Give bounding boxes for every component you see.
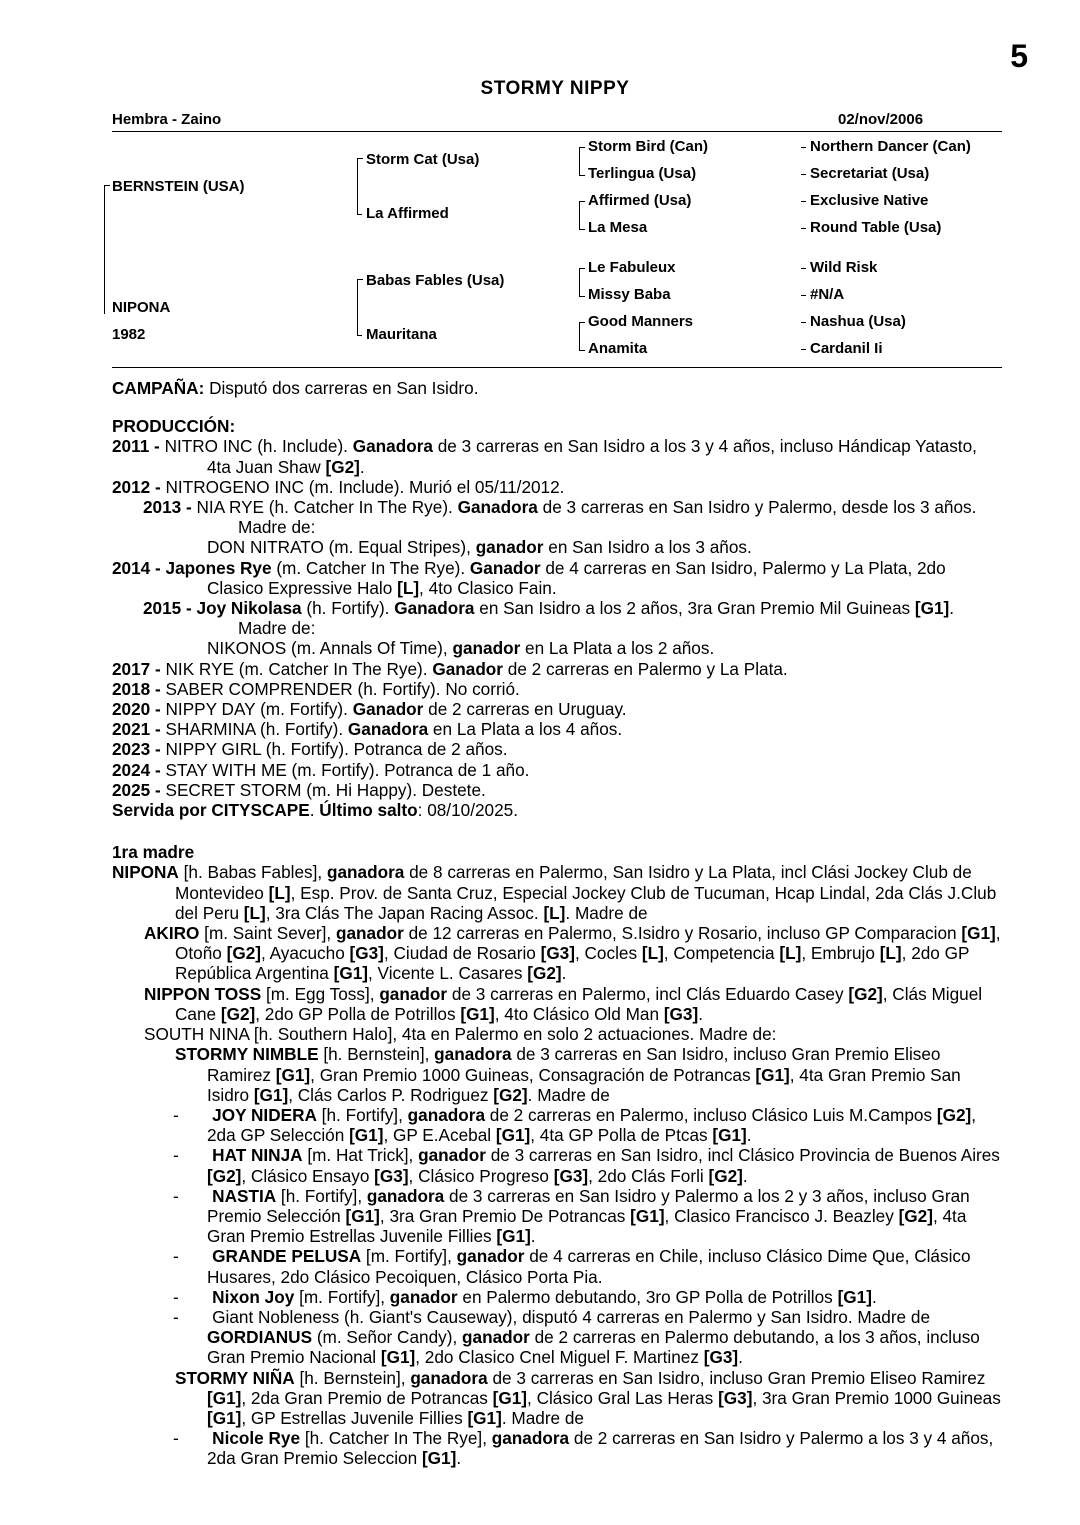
- campaign-line: CAMPAÑA: Disputó dos carreras en San Isidro.: [112, 378, 479, 398]
- offspring-nippon-toss: NIPPON TOSS [m. Egg Toss], ganador de 3 carreras en Palermo, incl Clás Eduardo Casey [G2], Clás Miguel Cane [G2], 2do GP Polla de Potrillos [G1], 4to Clásico Old Man [G3].: [144, 983, 983, 1024]
- production-2021: 2021 - SHARMINA (h. Fortify). Ganadora en La Plata a los 4 años.: [112, 719, 623, 740]
- gen4-1: Northern Dancer (Can): [810, 138, 971, 155]
- production-2023: 2023 - NIPPY GIRL (h. Fortify). Potranca de 2 años.: [112, 739, 508, 760]
- sire-bracket: [104, 185, 110, 314]
- birth-date: 02/nov/2006: [838, 111, 924, 128]
- offspring-south-nina: SOUTH NINA [h. Southern Halo], 4ta en Palermo en solo 2 actuaciones. Madre de:: [144, 1024, 777, 1045]
- gen4-tick-8: [801, 349, 806, 350]
- gen4-tick-2: [801, 174, 806, 175]
- production-2018: 2018 - SABER COMPRENDER (h. Fortify). No corrió.: [112, 678, 520, 699]
- pedigree-dam-year: 1982: [112, 326, 146, 343]
- gen2-bracket-1: [357, 158, 363, 215]
- production-2013-foal: DON NITRATO (m. Equal Stripes), ganador en San Isidro a los 3 años.: [207, 537, 752, 558]
- gen2-bracket-2: [357, 279, 363, 336]
- gen4-2: Secretariat (Usa): [810, 165, 930, 182]
- gen3-5: Le Fabuleux: [588, 259, 676, 276]
- gen3-2: Terlingua (Usa): [588, 165, 697, 182]
- production-2017: 2017 - NIK RYE (m. Catcher In The Rye). Ganador de 2 carreras en Palermo y La Plata.: [112, 658, 788, 679]
- gen4-3: Exclusive Native: [810, 192, 929, 209]
- offspring-akiro: AKIRO [m. Saint Sever], ganador de 12 carreras en Palermo, S.Isidro y Rosario, incluso GP Comparacion [G1], Otoño [G2], Ayacucho [G3], Ciudad de Rosario [G3], Cocles [L], Competencia [L], Embrujo [L], 2do GP República Argentina [G1], Vicente L. Casares [G2].: [144, 923, 1001, 984]
- production-2013: 2013 - NIA RYE (h. Catcher In The Rye). Ganadora de 3 carreras en San Isidro y Palermo, desde los 3 años. Madre de:: [143, 497, 977, 538]
- gen3-4: La Mesa: [588, 219, 648, 236]
- gen3-6: Missy Baba: [588, 286, 671, 303]
- great-grand-nicole-rye: - Nicole Rye [h. Catcher In The Rye], ganadora de 2 carreras en San Isidro y Palermo a los 3 y 4 años, 2da Gran Premio Seleccion [G1].: [173, 1428, 994, 1469]
- gen2-3: Babas Fables (Usa): [366, 272, 505, 289]
- gen3-bracket-1: [579, 147, 585, 176]
- great-grand-joy-nidera: - JOY NIDERA [h. Fortify], ganadora de 2 carreras en Palermo, incluso Clásico Luis M.Campos [G2], 2da GP Selección [G1], GP E.Acebal [G1], 4ta GP Polla de Ptcas [G1].: [173, 1104, 977, 1146]
- production-2024: 2024 - STAY WITH ME (m. Fortify). Potranca de 1 año.: [112, 759, 530, 780]
- great-grand-giant-nobleness: - Giant Nobleness (h. Giant's Causeway), disputó 4 carreras en Palermo y San Isidro. Madre de GORDIANUS (m. Señor Candy), ganador de 2 carreras en Palermo debutando, a los 3 años, incluso Gran Premio Nacional [G1], 2do Clasico Cnel Miguel F. Martinez [G3].: [173, 1306, 980, 1368]
- production-2020: 2020 - NIPPY DAY (m. Fortify). Ganador de 2 carreras en Uruguay.: [112, 699, 627, 720]
- granddaughter-stormy-nimble: STORMY NIMBLE [h. Bernstein], ganadora de 3 carreras en San Isidro, incluso Gran Premio Eliseo Ramirez [G1], Gran Premio 1000 Guineas, Consagración de Potrancas [G1], 4ta Gran Premio San Isidro [G1], Clás Carlos P. Rodriguez [G2]. Madre de: [175, 1044, 961, 1105]
- gen4-6: #N/A: [810, 286, 845, 303]
- pedigree-rule: [112, 367, 1002, 368]
- gen4-tick-6: [801, 295, 806, 296]
- gen3-bracket-2: [579, 201, 585, 230]
- page-number: 5: [1010, 38, 1028, 74]
- horse-name-title: STORMY NIPPY: [480, 78, 630, 99]
- gen4-8: Cardanil Ii: [810, 340, 883, 357]
- gen3-1: Storm Bird (Can): [588, 138, 708, 155]
- gen3-3: Affirmed (Usa): [588, 192, 692, 209]
- gen4-tick-7: [801, 322, 806, 323]
- gen2-tick-2: [357, 335, 362, 336]
- first-dam-heading: 1ra madre: [112, 842, 195, 863]
- great-grand-nastia: - NASTIA [h. Fortify], ganadora de 3 carreras en San Isidro y Palermo a los 2 y 3 años, incluso Gran Premio Selección [G1], 3ra Gran Premio De Potrancas [G1], Clasico Francisco J. Beazley [G2], 4ta Gran Premio Estrellas Juvenile Fillies [G1].: [173, 1185, 970, 1247]
- production-2014: 2014 - Japones Rye (m. Catcher In The Rye). Ganador de 4 carreras en San Isidro, Palermo y La Plata, 2do Clasico Expressive Halo [L], 4to Clasico Fain.: [112, 557, 946, 598]
- gen4-tick-4: [801, 228, 806, 229]
- pedigree-dam: NIPONA: [112, 299, 171, 316]
- production-heading: PRODUCCIÓN:: [112, 416, 236, 437]
- granddaughter-stormy-nina: STORMY NIÑA [h. Bernstein], ganadora de 3 carreras en San Isidro, incluso Gran Premio Eliseo Ramirez [G1], 2da Gran Premio de Potrancas [G1], Clásico Gral Las Heras [G3], 3ra Gran Premio 1000 Guineas [G1], GP Estrellas Juvenile Fillies [G1]. Madre de: [175, 1367, 1001, 1428]
- gen3-bracket-3: [579, 268, 585, 297]
- gen4-tick-1: [801, 147, 806, 148]
- gen4-4: Round Table (Usa): [810, 219, 942, 236]
- production-2011: 2011 - NITRO INC (h. Include). Ganadora de 3 carreras en San Isidro a los 3 y 4 años, incluso Hándicap Yatasto, 4ta Juan Shaw [G2].: [112, 436, 977, 477]
- first-dam-nipona: NIPONA [h. Babas Fables], ganadora de 8 carreras en Palermo, San Isidro y La Plata, incl Clási Jockey Club de Montevideo [L], Esp. Prov. de Santa Cruz, Especial Jockey Club de Tucuman, Hcap Lindal, 2da Clás J.Club del Peru [L], 3ra Clás The Japan Racing Assoc. [L]. Madre de: [112, 862, 997, 923]
- gen4-7: Nashua (Usa): [810, 313, 906, 330]
- gen2-1: Storm Cat (Usa): [366, 151, 480, 168]
- gen3-7: Good Manners: [588, 313, 694, 330]
- header-rule: [112, 131, 1002, 132]
- sex-coat: Hembra - Zaino: [112, 111, 222, 128]
- gen2-tick-1: [357, 214, 362, 215]
- body-text: [112, 378, 1002, 1469]
- production-2015-foal: NIKONOS (m. Annals Of Time), ganador en La Plata a los 2 años.: [207, 638, 715, 659]
- great-grand-grande-pelusa: - GRANDE PELUSA [m. Fortify], ganador de 4 carreras en Chile, incluso Clásico Dime Que, Clásico Husares, 2do Clásico Pecoiquen, Clásico Porta Pia.: [173, 1246, 971, 1287]
- production-2025: 2025 - SECRET STORM (m. Hi Happy). Destete.: [112, 779, 486, 800]
- gen4-5: Wild Risk: [810, 259, 878, 276]
- gen4-tick-5: [801, 268, 806, 269]
- gen2-2: La Affirmed: [366, 205, 449, 222]
- production-2012: 2012 - NITROGENO INC (m. Include). Murió el 05/11/2012.: [112, 476, 565, 497]
- gen3-8: Anamita: [588, 340, 648, 357]
- served-line: Servida por CITYSCAPE. Último salto: 08/10/2025.: [112, 800, 518, 821]
- great-grand-nixon-joy: - Nixon Joy [m. Fortify], ganador en Palermo debutando, 3ro GP Polla de Potrillos [G1].: [173, 1286, 877, 1307]
- great-grand-hat-ninja: - HAT NINJA [m. Hat Trick], ganador de 3 carreras en San Isidro, incl Clásico Provincia de Buenos Aires [G2], Clásico Ensayo [G3], Clásico Progreso [G3], 2do Clás Forli [G2].: [173, 1145, 1000, 1186]
- gen2-4: Mauritana: [366, 326, 437, 343]
- gen3-bracket-4: [579, 322, 585, 351]
- pedigree-sire: BERNSTEIN (USA): [112, 178, 245, 195]
- production-2015: 2015 - Joy Nikolasa (h. Fortify). Ganadora en San Isidro a los 2 años, 3ra Gran Premio Mil Guineas [G1]. Madre de:: [143, 598, 955, 639]
- gen4-tick-3: [801, 201, 806, 202]
